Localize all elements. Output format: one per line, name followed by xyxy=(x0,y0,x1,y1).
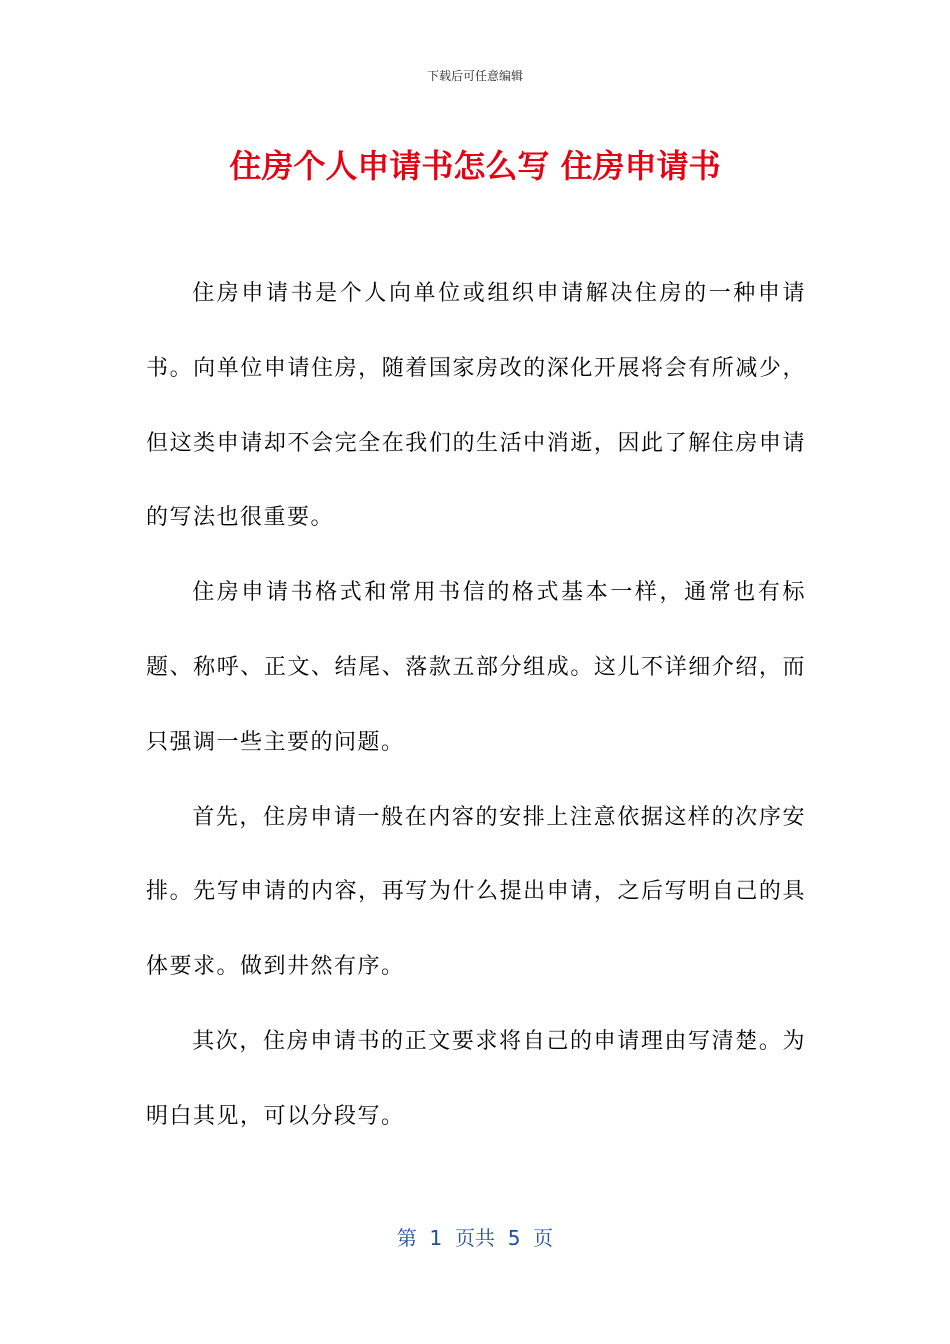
page-number: 第 1 页共 5 页 xyxy=(396,1226,554,1250)
document-title: 住房个人申请书怎么写 住房申请书 xyxy=(229,147,721,185)
paragraph: 首先，住房申请一般在内容的安排上注意依据这样的次序安排。先写申请的内容，再写为什么提出申请，之后写明自己的具体要求。做到井然有序。 xyxy=(146,804,806,980)
paragraph: 其次，住房申请书的正文要求将自己的申请理由写清楚。为明白其见，可以分段写。 xyxy=(146,1028,806,1129)
paragraph: 住房申请书是个人向单位或组织申请解决住房的一种申请书。向单位申请住房，随着国家房改的深化开展将会有所减少，但这类申请却不会完全在我们的生活中消逝，因此了解住房申请的写法也很重要。 xyxy=(146,281,806,531)
document-body xyxy=(146,257,806,1155)
download-note: 下载后可任意编辑 xyxy=(426,69,523,83)
paragraph: 住房申请书格式和常用书信的格式基本一样，通常也有标题、称呼、正文、结尾、落款五部分组成。这儿不详细介绍，而只强调一些主要的问题。 xyxy=(146,580,806,755)
